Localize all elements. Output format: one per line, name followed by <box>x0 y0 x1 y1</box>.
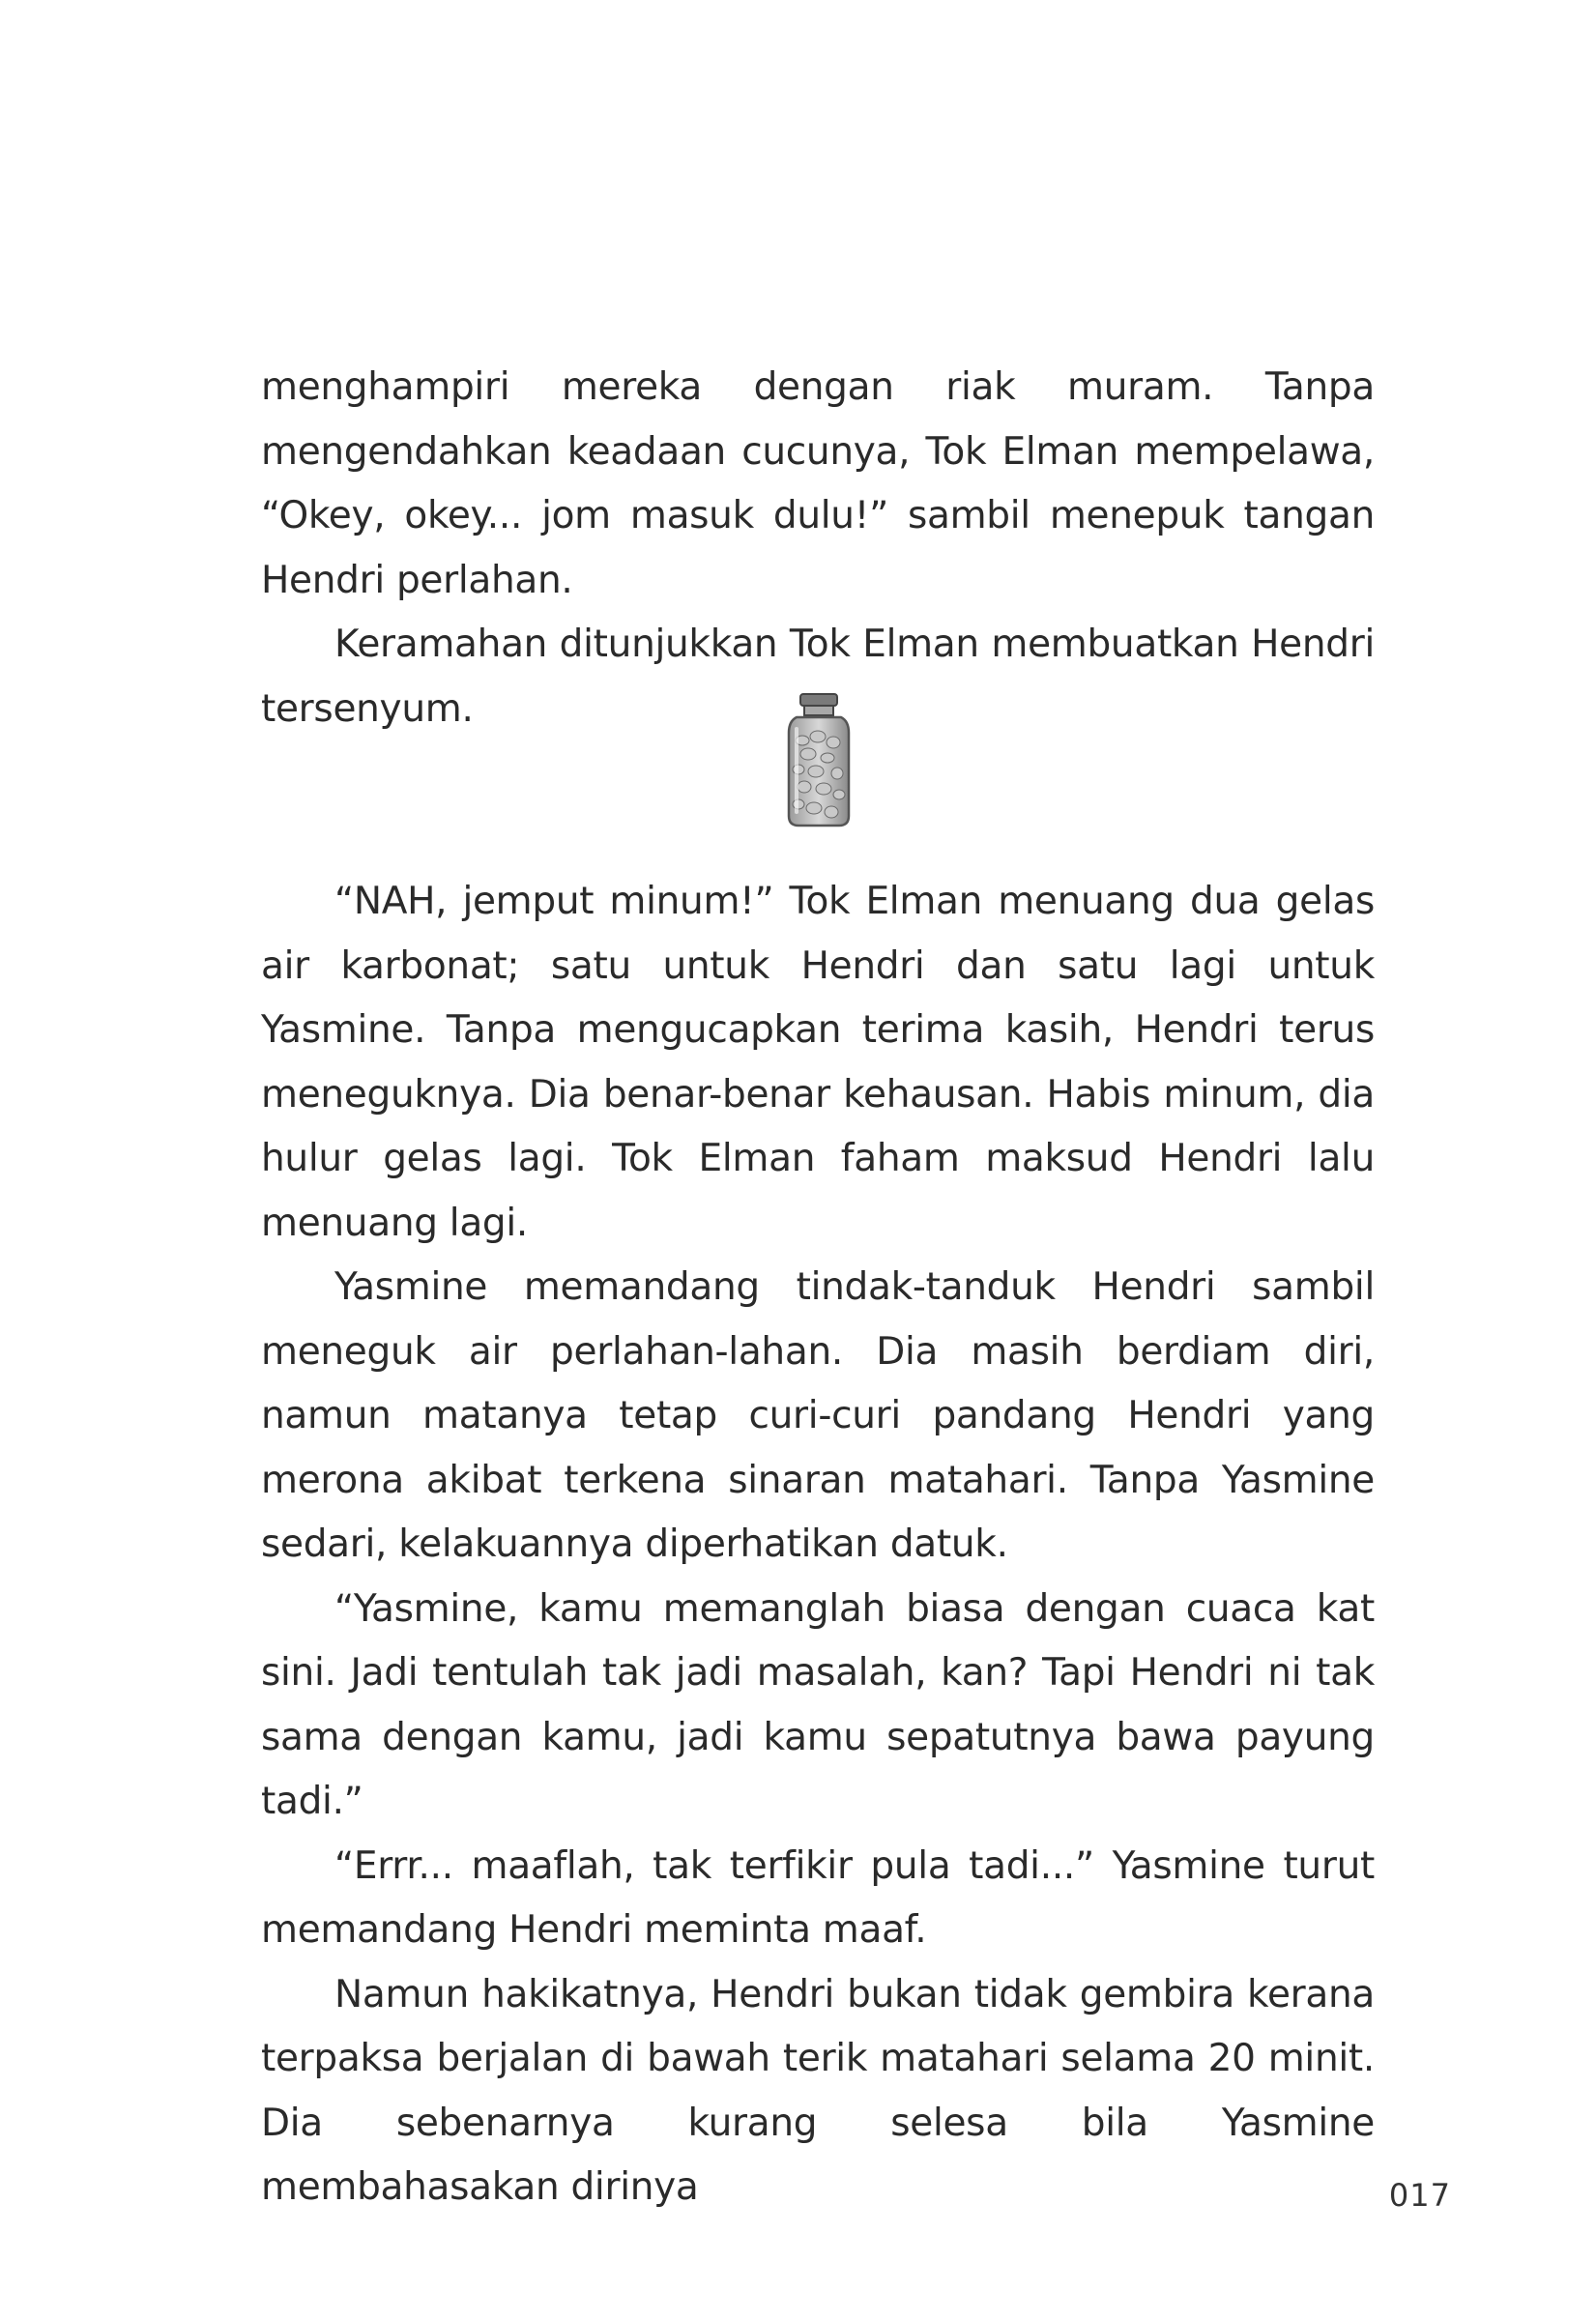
paragraph: menghampiri mereka dengan riak muram. Tanpa mengendahkan keadaan cucunya, Tok Elman mempelawa, “Okey, okey... jom masuk dulu!” sambil menepuk tangan Hendri perlahan. <box>261 365 1375 602</box>
text-block-top <box>261 356 1375 741</box>
paragraph: “Yasmine, kamu memanglah biasa dengan cuaca kat sini. Jadi tentulah tak jadi masalah, kan? Tapi Hendri ni tak sama dengan kamu, jadi kamu sepatutnya bawa payung tadi.” <box>261 1586 1375 1823</box>
paragraph: “NAH, jemput minum!” Tok Elman menuang dua gelas air karbonat; satu untuk Hendri dan satu lagi untuk Yasmine. Tanpa mengucapkan terima kasih, Hendri terus meneguknya. Dia benar-benar kehausan. Habis minum, dia hulur gelas lagi. Tok Elman faham maksud Hendri lalu menuang lagi. <box>261 880 1375 1245</box>
page-number: 017 <box>1388 2177 1451 2214</box>
paragraph: Namun hakikatnya, Hendri bukan tidak gembira kerana terpaksa berjalan di bawah terik matahari selama 20 minit. Dia sebenarnya kurang selesa bila Yasmine membahasakan dirinya <box>261 1972 1375 2209</box>
paragraph: “Errr... maaflah, tak terfikir pula tadi...” Yasmine turut memandang Hendri meminta maaf. <box>261 1843 1375 1952</box>
paragraph: Yasmine memandang tindak-tanduk Hendri sambil meneguk air perlahan-lahan. Dia masih berdiam diri, namun matanya tetap curi-curi pandang Hendri yang merona akibat terkena sinaran matahari. Tanpa Yasmine sedari, kelakuannya diperhatikan datuk. <box>261 1265 1375 1566</box>
text-block-bottom <box>261 870 1375 2220</box>
paragraph: Keramahan ditunjukkan Tok Elman membuatkan Hendri tersenyum. <box>261 623 1375 731</box>
jar-of-stones-icon <box>779 692 858 829</box>
